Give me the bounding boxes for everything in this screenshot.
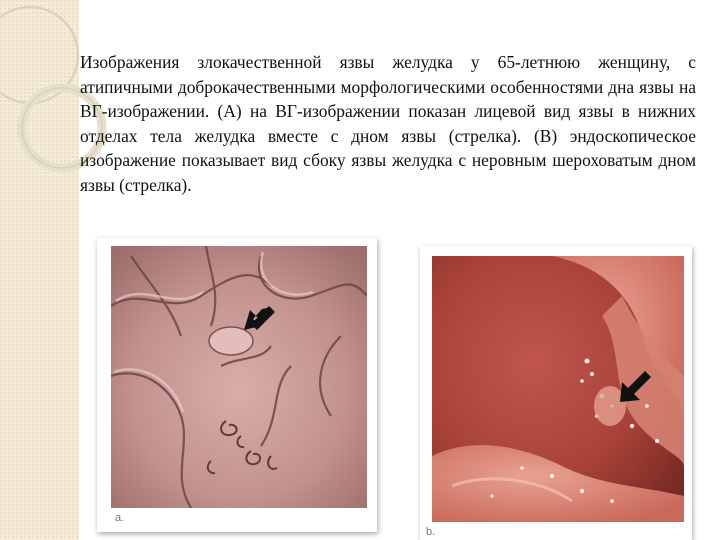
figure-b-label: b. xyxy=(426,526,436,538)
virtual-gastroscopy-image xyxy=(111,246,367,508)
decorative-side-band xyxy=(0,0,79,540)
figure-caption: Изображения злокачественной язвы желудка у 65-летнюю женщину, с атипичными доброкачественными морфологическими особенностями дна язвы на ВГ-изображении. (А) на ВГ-изображении показан лицевой вид язвы в нижних отделах тела желудка вместе с дном язвы (стрелка). (В) эндоскопическое изображение показывает вид сбоку язвы желудка с неровным шероховатым дном язвы (стрелка). xyxy=(80,52,696,195)
endoscopy-image xyxy=(432,256,684,522)
figure-a-virtual-gastroscopy xyxy=(97,238,377,532)
figure-b-endoscopy xyxy=(420,246,692,540)
figure-a-label: a. xyxy=(115,512,125,524)
